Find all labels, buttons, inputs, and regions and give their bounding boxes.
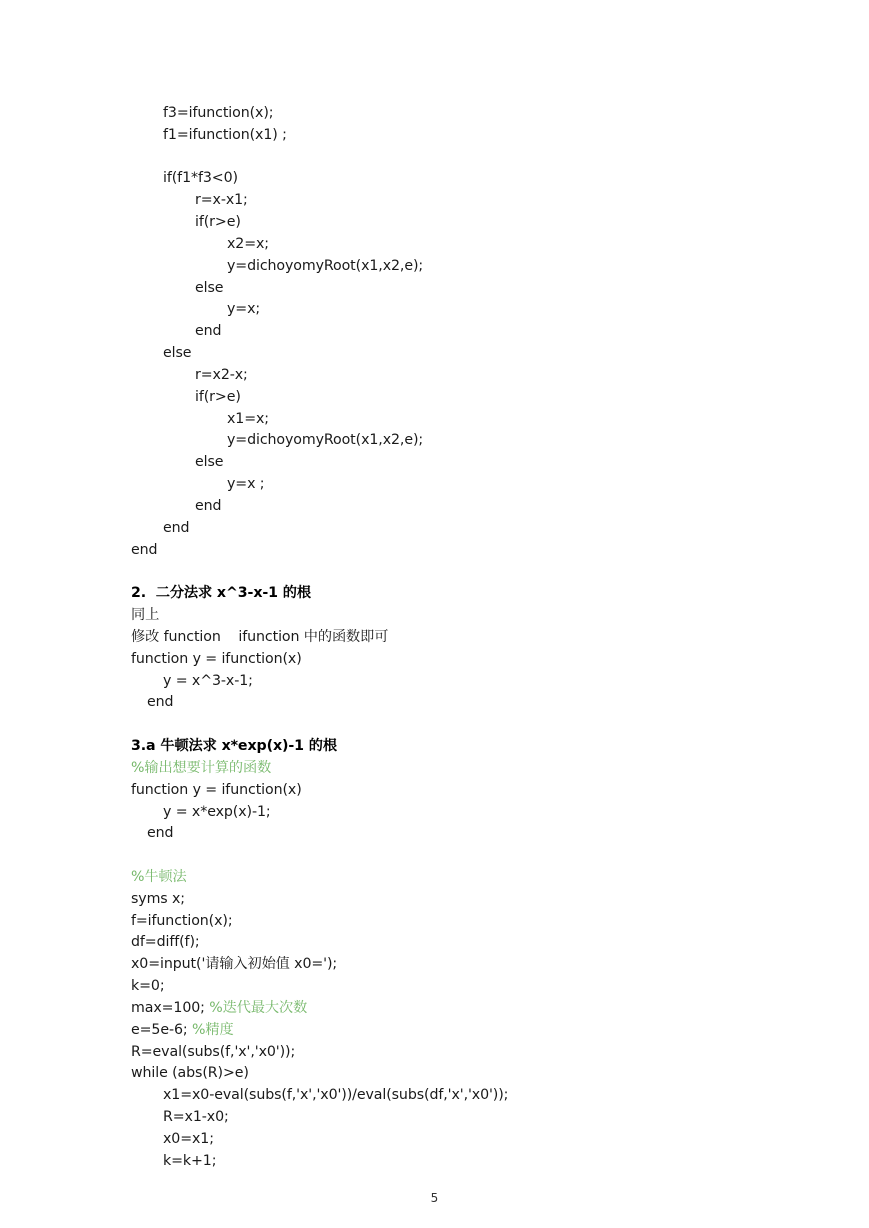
code-line-with-comment xyxy=(0,1020,869,1042)
blank-line xyxy=(0,147,869,169)
code-comment: %精度 xyxy=(192,1021,234,1038)
code-comment: %牛顿法 xyxy=(131,868,187,885)
document-body xyxy=(0,103,869,1173)
code-line: else xyxy=(195,279,224,296)
blank-line xyxy=(0,561,869,583)
code-line: y=x ; xyxy=(227,476,265,493)
code-line: x0=x1; xyxy=(163,1130,214,1147)
code-comment: %迭代最大次数 xyxy=(209,999,308,1016)
code-line: R=x1-x0; xyxy=(163,1109,229,1126)
code-comment: %输出想要计算的函数 xyxy=(131,759,272,776)
code-line: syms x; xyxy=(131,890,185,907)
code-line: R=eval(subs(f,'x','x0')); xyxy=(131,1043,296,1060)
code-line: r=x2-x; xyxy=(195,366,248,383)
code-line-with-comment xyxy=(0,998,869,1020)
code-line: df=diff(f); xyxy=(131,934,200,951)
code-line: y=dichoyomyRoot(x1,x2,e); xyxy=(227,432,424,449)
code-line: x1=x; xyxy=(227,410,269,427)
blank-line xyxy=(0,714,869,736)
code-line: x0=input('请输入初始值 x0='); xyxy=(131,956,338,973)
text-line: 修改 function ifunction 中的函数即可 xyxy=(131,628,389,645)
code-line: x2=x; xyxy=(227,235,269,252)
code-line: y = x*exp(x)-1; xyxy=(163,803,271,820)
code-line: x1=x0-eval(subs(f,'x','x0'))/eval(subs(df,'x','x0')); xyxy=(163,1087,509,1104)
code-line: function y = ifunction(x) xyxy=(131,650,302,667)
code-line: while (abs(R)>e) xyxy=(131,1065,249,1082)
text-line: 同上 xyxy=(131,607,160,624)
section-heading: 3.a 牛顿法求 x*exp(x)-1 的根 xyxy=(131,738,337,755)
code-line: if(r>e) xyxy=(195,214,241,231)
code-line: k=0; xyxy=(131,978,165,995)
code-line: if(r>e) xyxy=(195,388,241,405)
code-line: end xyxy=(163,519,190,536)
section-heading: 2. 二分法求 x^3-x-1 的根 xyxy=(131,585,311,602)
code-line: end xyxy=(195,323,222,340)
code-line: end xyxy=(195,497,222,514)
code-line: end xyxy=(131,541,158,558)
code-line: y = x^3-x-1; xyxy=(163,672,253,689)
code-line: else xyxy=(163,345,192,362)
code-line: function y = ifunction(x) xyxy=(131,781,302,798)
code-segment: e=5e-6; xyxy=(131,1021,188,1038)
code-line: k=k+1; xyxy=(163,1152,217,1169)
code-line: y=dichoyomyRoot(x1,x2,e); xyxy=(227,257,424,274)
code-line: end xyxy=(147,694,174,711)
code-line: f=ifunction(x); xyxy=(131,912,233,929)
code-line: f3=ifunction(x); xyxy=(163,105,274,121)
blank-line xyxy=(0,845,869,867)
code-line: if(f1*f3<0) xyxy=(163,170,238,187)
code-line: y=x; xyxy=(227,301,261,318)
code-line: end xyxy=(147,825,174,842)
code-line: else xyxy=(195,454,224,471)
code-line: r=x-x1; xyxy=(195,192,248,209)
code-segment: max=100; xyxy=(131,999,205,1016)
page-number: 5 xyxy=(430,1191,439,1205)
code-line: f1=ifunction(x1) ; xyxy=(163,126,287,143)
